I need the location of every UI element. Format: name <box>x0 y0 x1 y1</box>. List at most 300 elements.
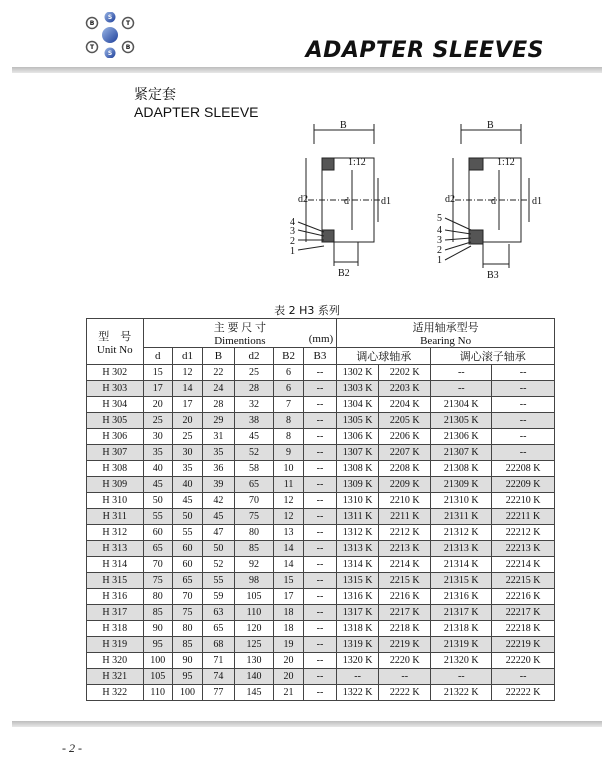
table-cell: 1309 K <box>337 477 379 493</box>
table-row <box>87 509 555 525</box>
table-cell: 52 <box>234 445 274 461</box>
table-cell: 2218 K <box>379 621 431 637</box>
table-cell: H 315 <box>87 573 144 589</box>
table-cell: -- <box>492 669 555 685</box>
table-row <box>87 541 555 557</box>
table-cell: 21307 K <box>431 445 492 461</box>
callout-label: 4 <box>437 225 442 236</box>
table-cell: -- <box>303 493 337 509</box>
table-row <box>87 669 555 685</box>
dim-b-label: B <box>340 120 347 131</box>
col-header: B <box>203 348 234 365</box>
table-cell: 1316 K <box>337 589 379 605</box>
table-cell: H 303 <box>87 381 144 397</box>
table-cell: 55 <box>203 573 234 589</box>
table-cell: 21322 K <box>431 685 492 701</box>
dimensions-header <box>143 319 337 348</box>
callout-label: 4 <box>290 217 295 228</box>
logo-letter: T <box>125 20 131 27</box>
table-cell: 21313 K <box>431 541 492 557</box>
table-cell: 2219 K <box>379 637 431 653</box>
table-row <box>87 557 555 573</box>
table-cell: -- <box>303 461 337 477</box>
table-cell: 60 <box>143 525 172 541</box>
table-cell: 21312 K <box>431 525 492 541</box>
table-cell: 1322 K <box>337 685 379 701</box>
table-cell: 70 <box>172 589 202 605</box>
table-cell: 22218 K <box>492 621 555 637</box>
table-row <box>87 413 555 429</box>
table-cell: H 311 <box>87 509 144 525</box>
table-cell: H 317 <box>87 605 144 621</box>
col-header: B2 <box>274 348 303 365</box>
table-cell: 2202 K <box>379 365 431 381</box>
table-cell: 12 <box>172 365 202 381</box>
table-cell: 21317 K <box>431 605 492 621</box>
dimensions-en: Dimentions <box>214 335 266 347</box>
table-cell: -- <box>492 429 555 445</box>
table-cell: -- <box>303 381 337 397</box>
table-cell: H 312 <box>87 525 144 541</box>
table-cell: 58 <box>234 461 274 477</box>
table-cell: 21315 K <box>431 573 492 589</box>
table-cell: 1313 K <box>337 541 379 557</box>
table-cell: 100 <box>143 653 172 669</box>
table-cell: 130 <box>234 653 274 669</box>
taper-label: 1:12 <box>348 157 366 168</box>
table-cell: 32 <box>234 397 274 413</box>
table-cell: 45 <box>203 509 234 525</box>
table-cell: 2209 K <box>379 477 431 493</box>
table-cell: 1319 K <box>337 637 379 653</box>
table-cell: 22217 K <box>492 605 555 621</box>
table-cell: 22208 K <box>492 461 555 477</box>
table-cell: 2210 K <box>379 493 431 509</box>
table-cell: 22220 K <box>492 653 555 669</box>
page-number: - 2 - <box>62 741 82 755</box>
table-row <box>87 429 555 445</box>
table-cell: 45 <box>234 429 274 445</box>
table-cell: 1315 K <box>337 573 379 589</box>
table-cell: -- <box>337 669 379 685</box>
table-cell: 71 <box>203 653 234 669</box>
table-cell: -- <box>492 413 555 429</box>
table-cell: 80 <box>143 589 172 605</box>
col-header: d2 <box>234 348 274 365</box>
logo-center-ball <box>102 27 118 43</box>
dimensions-unit: (mm) <box>308 333 334 345</box>
callout-label: 1 <box>437 255 442 266</box>
callout-label: 3 <box>437 235 442 246</box>
table-cell: H 302 <box>87 365 144 381</box>
table-cell: -- <box>492 365 555 381</box>
table-cell: 17 <box>274 589 303 605</box>
table-cell: 21319 K <box>431 637 492 653</box>
table-cell: 25 <box>234 365 274 381</box>
table-cell: 110 <box>143 685 172 701</box>
table-cell: 2204 K <box>379 397 431 413</box>
table-cell: 85 <box>234 541 274 557</box>
table-cell: H 313 <box>87 541 144 557</box>
table-cell: 75 <box>172 605 202 621</box>
table-cell: 19 <box>274 637 303 653</box>
table-row <box>87 653 555 669</box>
callout-label: 3 <box>290 226 295 237</box>
table-cell: 25 <box>143 413 172 429</box>
header-divider <box>12 67 602 73</box>
table-cell: 28 <box>203 397 234 413</box>
table-cell: 12 <box>274 509 303 525</box>
table-cell: 39 <box>203 477 234 493</box>
table-row <box>87 445 555 461</box>
table-cell: 21308 K <box>431 461 492 477</box>
table-cell: 74 <box>203 669 234 685</box>
table-cell: 22211 K <box>492 509 555 525</box>
table-cell: 21309 K <box>431 477 492 493</box>
ball-bearing-header: 调心球轴承 <box>337 348 431 365</box>
table-cell: 95 <box>172 669 202 685</box>
table-cell: -- <box>379 669 431 685</box>
table-cell: H 320 <box>87 653 144 669</box>
table-cell: 1303 K <box>337 381 379 397</box>
table-cell: 77 <box>203 685 234 701</box>
table-cell: 90 <box>172 653 202 669</box>
table-cell: 18 <box>274 605 303 621</box>
dim-b2-label: B2 <box>338 268 350 279</box>
table-cell: 20 <box>172 413 202 429</box>
table-cell: -- <box>303 397 337 413</box>
col-header: B3 <box>303 348 337 365</box>
bearing-en: Bearing No <box>420 335 472 347</box>
table-cell: -- <box>303 413 337 429</box>
table-cell: 17 <box>143 381 172 397</box>
table-cell: H 304 <box>87 397 144 413</box>
table-cell: -- <box>431 365 492 381</box>
table-cell: 10 <box>274 461 303 477</box>
table-cell: 75 <box>143 573 172 589</box>
table-cell: 1310 K <box>337 493 379 509</box>
dim-d-label: d <box>491 196 496 207</box>
table-cell: 2206 K <box>379 429 431 445</box>
table-cell: 80 <box>172 621 202 637</box>
table-cell: 85 <box>172 637 202 653</box>
table-row <box>87 621 555 637</box>
unit-no-header <box>87 319 144 365</box>
table-cell: H 305 <box>87 413 144 429</box>
table-cell: -- <box>303 365 337 381</box>
table-row <box>87 637 555 653</box>
table-cell: H 321 <box>87 669 144 685</box>
table-cell: 35 <box>203 445 234 461</box>
table-cell: 40 <box>143 461 172 477</box>
table-cell: 1312 K <box>337 525 379 541</box>
table-cell: -- <box>303 605 337 621</box>
dim-d1-label: d1 <box>381 196 391 207</box>
table-cell: 1304 K <box>337 397 379 413</box>
bearing-cn: 适用轴承型号 <box>412 322 479 334</box>
dim-d-label: d <box>344 196 349 207</box>
dim-d1-label: d1 <box>532 196 542 207</box>
table-cell: 36 <box>203 461 234 477</box>
table-cell: 6 <box>274 381 303 397</box>
callout-label: 5 <box>437 213 442 224</box>
table-cell: -- <box>492 397 555 413</box>
table-cell: -- <box>303 445 337 461</box>
table-cell: 1308 K <box>337 461 379 477</box>
table-cell: 11 <box>274 477 303 493</box>
table-cell: 75 <box>234 509 274 525</box>
adapter-sleeve-diagram-left <box>278 118 408 288</box>
table-cell: 85 <box>143 605 172 621</box>
table-cell: 45 <box>143 477 172 493</box>
table-cell: 20 <box>143 397 172 413</box>
table-cell: -- <box>303 477 337 493</box>
table-cell: 95 <box>143 637 172 653</box>
table-cell: 100 <box>172 685 202 701</box>
table-cell: 14 <box>274 541 303 557</box>
table-row <box>87 589 555 605</box>
table-cell: 18 <box>274 621 303 637</box>
table-cell: 22210 K <box>492 493 555 509</box>
table-caption: 表 2 H3 系列 <box>274 304 340 317</box>
table-cell: 14 <box>172 381 202 397</box>
table-cell: 22209 K <box>492 477 555 493</box>
dim-d2-label: d2 <box>298 194 308 205</box>
table-cell: 140 <box>234 669 274 685</box>
table-cell: 21316 K <box>431 589 492 605</box>
table-cell: 2214 K <box>379 557 431 573</box>
table-cell: -- <box>303 509 337 525</box>
table-row <box>87 685 555 701</box>
table-cell: -- <box>303 541 337 557</box>
table-cell: 14 <box>274 557 303 573</box>
table-cell: H 322 <box>87 685 144 701</box>
table-cell: 70 <box>143 557 172 573</box>
table-cell: 21306 K <box>431 429 492 445</box>
table-row <box>87 493 555 509</box>
table-cell: 21318 K <box>431 621 492 637</box>
table-cell: -- <box>431 669 492 685</box>
table-cell: -- <box>303 525 337 541</box>
table-row <box>87 461 555 477</box>
roller-bearing-header: 调心滚子轴承 <box>431 348 555 365</box>
table-cell: 65 <box>143 541 172 557</box>
table-cell: -- <box>492 445 555 461</box>
table-cell: H 319 <box>87 637 144 653</box>
table-cell: 20 <box>274 669 303 685</box>
logo-letter: S <box>107 50 113 57</box>
table-cell: 2217 K <box>379 605 431 621</box>
table-cell: 29 <box>203 413 234 429</box>
table-cell: 40 <box>172 477 202 493</box>
table-cell: 45 <box>172 493 202 509</box>
table-cell: 1306 K <box>337 429 379 445</box>
table-cell: 1305 K <box>337 413 379 429</box>
callout-label: 2 <box>437 245 442 256</box>
table-cell: 2205 K <box>379 413 431 429</box>
table-cell: H 309 <box>87 477 144 493</box>
table-cell: 2222 K <box>379 685 431 701</box>
unit-no-cn: 型 号 <box>98 330 132 343</box>
table-cell: -- <box>303 557 337 573</box>
table-cell: -- <box>303 653 337 669</box>
table-cell: 12 <box>274 493 303 509</box>
table-cell: 80 <box>234 525 274 541</box>
table-cell: H 314 <box>87 557 144 573</box>
table-row <box>87 525 555 541</box>
table-cell: 110 <box>234 605 274 621</box>
table-cell: 2216 K <box>379 589 431 605</box>
table-cell: 21320 K <box>431 653 492 669</box>
table-cell: 7 <box>274 397 303 413</box>
table-cell: 105 <box>234 589 274 605</box>
table-cell: 70 <box>234 493 274 509</box>
table-cell: 68 <box>203 637 234 653</box>
table-cell: 2215 K <box>379 573 431 589</box>
table-cell: 30 <box>172 445 202 461</box>
footer-divider <box>12 721 602 727</box>
table-cell: 50 <box>203 541 234 557</box>
table-cell: 98 <box>234 573 274 589</box>
table-row <box>87 381 555 397</box>
table-cell: -- <box>303 573 337 589</box>
table-cell: 63 <box>203 605 234 621</box>
table-cell: 21304 K <box>431 397 492 413</box>
table-cell: 35 <box>143 445 172 461</box>
table-cell: 2220 K <box>379 653 431 669</box>
table-cell: 13 <box>274 525 303 541</box>
dim-b3-label: B3 <box>487 270 499 281</box>
table-cell: 47 <box>203 525 234 541</box>
dimensions-cn: 主 要 尺 寸 <box>213 322 266 334</box>
table-cell: 1320 K <box>337 653 379 669</box>
table-cell: 30 <box>143 429 172 445</box>
dim-d2-label: d2 <box>445 194 455 205</box>
table-cell: 17 <box>172 397 202 413</box>
table-cell: 52 <box>203 557 234 573</box>
table-cell: -- <box>303 429 337 445</box>
callout-label: 1 <box>290 246 295 257</box>
table-cell: 24 <box>203 381 234 397</box>
table-cell: -- <box>303 589 337 605</box>
table-cell: 55 <box>143 509 172 525</box>
table-cell: 38 <box>234 413 274 429</box>
table-cell: 65 <box>234 477 274 493</box>
h3-series-table <box>86 318 555 701</box>
table-cell: H 307 <box>87 445 144 461</box>
table-cell: 22212 K <box>492 525 555 541</box>
table-cell: 21311 K <box>431 509 492 525</box>
table-row <box>87 365 555 381</box>
table-cell: -- <box>303 637 337 653</box>
logo-letter: T <box>89 44 95 51</box>
table-cell: 21305 K <box>431 413 492 429</box>
col-header: d <box>143 348 172 365</box>
table-cell: 2208 K <box>379 461 431 477</box>
table-cell: 65 <box>203 621 234 637</box>
table-row <box>87 573 555 589</box>
table-cell: 55 <box>172 525 202 541</box>
table-cell: 28 <box>234 381 274 397</box>
subtitle-cn: 紧定套 <box>134 87 176 103</box>
table-cell: 90 <box>143 621 172 637</box>
table-cell: 8 <box>274 413 303 429</box>
table-cell: 42 <box>203 493 234 509</box>
taper-label: 1:12 <box>497 157 515 168</box>
table-cell: 22214 K <box>492 557 555 573</box>
table-cell: 22 <box>203 365 234 381</box>
table-cell: -- <box>303 685 337 701</box>
logo-letter: B <box>89 20 95 27</box>
table-cell: 1314 K <box>337 557 379 573</box>
table-cell: -- <box>303 621 337 637</box>
adapter-sleeve-diagram-right <box>425 118 555 288</box>
table-cell: 35 <box>172 461 202 477</box>
table-cell: 105 <box>143 669 172 685</box>
table-cell: 6 <box>274 365 303 381</box>
table-cell: 50 <box>143 493 172 509</box>
table-cell: 65 <box>172 573 202 589</box>
table-cell: 21314 K <box>431 557 492 573</box>
table-cell: -- <box>492 381 555 397</box>
table-cell: H 316 <box>87 589 144 605</box>
table-cell: 50 <box>172 509 202 525</box>
header-title: ADAPTER SLEEVES <box>305 38 544 63</box>
table-cell: 22219 K <box>492 637 555 653</box>
table-cell: 120 <box>234 621 274 637</box>
table-cell: 25 <box>172 429 202 445</box>
table-cell: H 310 <box>87 493 144 509</box>
table-row <box>87 605 555 621</box>
col-header: d1 <box>172 348 202 365</box>
table-cell: 1311 K <box>337 509 379 525</box>
table-cell: 22213 K <box>492 541 555 557</box>
table-cell: 59 <box>203 589 234 605</box>
table-row <box>87 477 555 493</box>
table-cell: 22216 K <box>492 589 555 605</box>
table-cell: -- <box>431 381 492 397</box>
company-logo <box>82 12 138 58</box>
table-cell: 22215 K <box>492 573 555 589</box>
table-cell: 2211 K <box>379 509 431 525</box>
bearing-header <box>337 319 555 348</box>
table-cell: 20 <box>274 653 303 669</box>
table-cell: 21310 K <box>431 493 492 509</box>
unit-no-en: Unit No <box>96 343 133 356</box>
table-cell: 22222 K <box>492 685 555 701</box>
table-cell: 1318 K <box>337 621 379 637</box>
table-cell: 145 <box>234 685 274 701</box>
callout-label: 2 <box>290 236 295 247</box>
table-cell: 125 <box>234 637 274 653</box>
table-cell: 60 <box>172 541 202 557</box>
table-cell: 1302 K <box>337 365 379 381</box>
table-cell: 2213 K <box>379 541 431 557</box>
table-cell: 15 <box>274 573 303 589</box>
table-cell: 15 <box>143 365 172 381</box>
table-cell: 92 <box>234 557 274 573</box>
table-cell: 1317 K <box>337 605 379 621</box>
table-row <box>87 397 555 413</box>
table-cell: H 318 <box>87 621 144 637</box>
table-cell: 31 <box>203 429 234 445</box>
table-cell: 2207 K <box>379 445 431 461</box>
subtitle-en: ADAPTER SLEEVE <box>134 104 259 120</box>
table-cell: 2212 K <box>379 525 431 541</box>
table-cell: 60 <box>172 557 202 573</box>
table-cell: -- <box>303 669 337 685</box>
logo-letter: S <box>107 14 113 21</box>
